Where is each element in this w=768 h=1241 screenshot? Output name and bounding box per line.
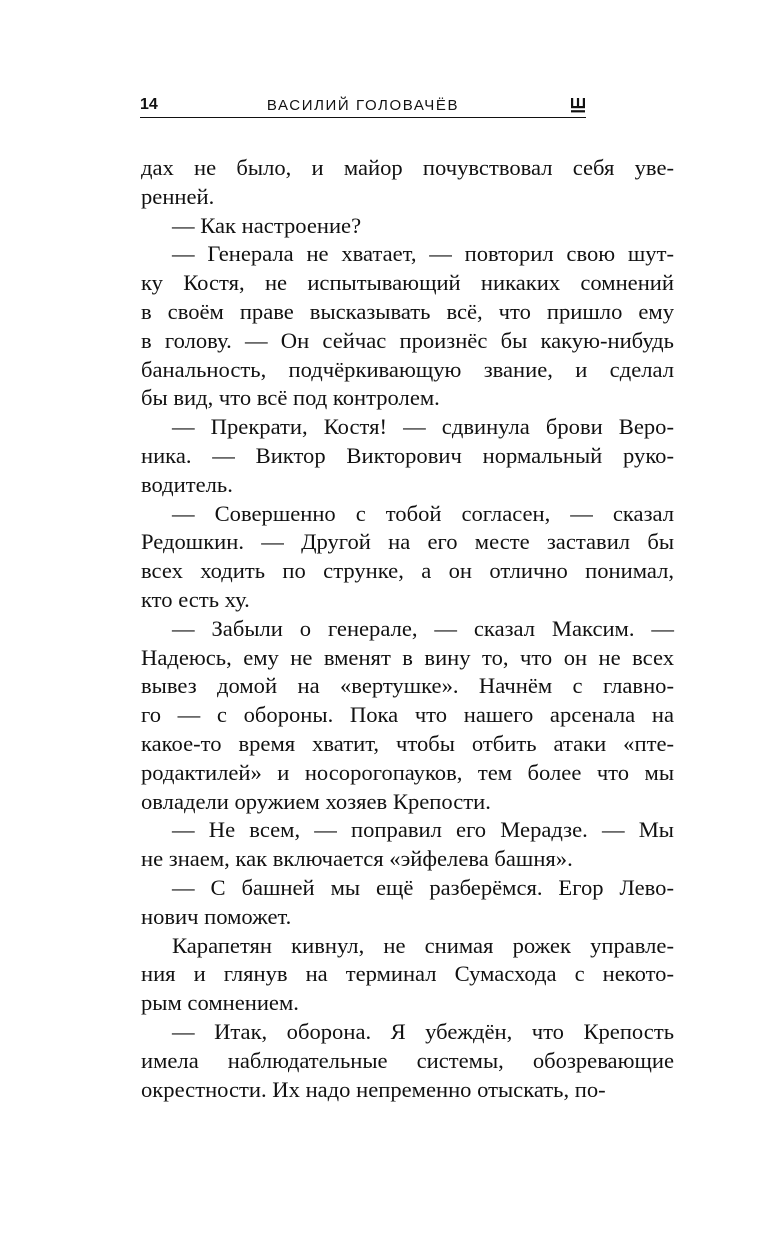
text-line: рым сомнением. — [141, 990, 299, 1016]
paragraph — [141, 874, 674, 932]
text-line: нович поможет. — [141, 903, 292, 929]
text-line: имела наблюдательные системы, обозревающие — [141, 1047, 674, 1073]
text-line: в голову. — Он сейчас произнёс бы какую-нибудь — [141, 327, 674, 353]
text-line: го — с обороны. Пока что нашего арсенала на — [141, 702, 674, 728]
paragraph — [141, 615, 674, 817]
paragraph — [141, 240, 674, 413]
paragraph — [141, 212, 674, 241]
text-line: — Как настроение? — [172, 212, 362, 238]
paragraph — [141, 413, 674, 499]
text-line: в своём праве высказывать всё, что пришло ему — [141, 298, 674, 324]
text-line: не знаем, как включается «эйфелева башня». — [141, 846, 573, 872]
text-line: овладели оружием хозяев Крепости. — [141, 788, 491, 814]
text-line: водитель. — [141, 471, 233, 497]
paragraph — [141, 1018, 674, 1104]
page-number: 14 — [140, 96, 158, 113]
text-line: — С башней мы ещё разберёмся. Егор Лево- — [172, 874, 674, 900]
text-line: — Прекрати, Костя! — сдвинула брови Веро- — [172, 414, 674, 440]
text-line: какое-то время хватит, чтобы отбить атаки «пте- — [141, 730, 674, 756]
author-name: ВАСИЛИЙ ГОЛОВАЧЁВ — [266, 97, 460, 114]
text-line: — Не всем, — поправил его Мерадзе. — Мы — [172, 817, 674, 843]
text-line: Надеюсь, ему не вменят в вину то, что он не всех — [141, 644, 674, 670]
text-line: бы вид, что всё под контролем. — [141, 385, 440, 411]
text-line: Редошкин. — Другой на его месте заставил бы — [141, 529, 674, 555]
text-line: кто есть ху. — [141, 586, 250, 612]
text-line: — Забыли о генерале, — сказал Максим. — — [172, 615, 674, 641]
text-line: родактилей» и носорогопауков, тем более что мы — [141, 759, 674, 785]
page-body-text — [141, 154, 674, 1104]
text-line: ренней. — [141, 183, 215, 209]
publisher-logo-icon — [570, 97, 586, 113]
paragraph — [141, 816, 674, 874]
text-line: ку Костя, не испытывающий никаких сомнений — [141, 270, 674, 296]
text-line: Карапетян кивнул, не снимая рожек управле- — [172, 932, 674, 958]
paragraph — [141, 500, 674, 615]
paragraph — [141, 932, 674, 1018]
running-header — [140, 96, 586, 120]
text-line: — Генерала не хватает, — повторил свою шут- — [172, 241, 674, 267]
text-line: окрестности. Их надо непременно отыскать, по- — [141, 1076, 606, 1102]
text-line: всех ходить по струнке, а он отлично понимал, — [141, 558, 674, 584]
paragraph — [141, 154, 674, 212]
header-rule — [140, 117, 586, 118]
text-line: — Совершенно с тобой согласен, — сказал — [172, 500, 674, 526]
text-line: вывез домой на «вертушке». Начнём с главно- — [141, 673, 674, 699]
text-line: банальность, подчёркивающую звание, и сделал — [141, 356, 674, 382]
text-line: ния и глянув на терминал Сумасхода с некото- — [141, 961, 674, 987]
text-line: — Итак, оборона. Я убеждён, что Крепость — [172, 1018, 674, 1044]
text-line: дах не было, и майор почувствовал себя уве- — [141, 155, 674, 180]
text-line: ника. — Виктор Викторович нормальный руко- — [141, 442, 674, 468]
